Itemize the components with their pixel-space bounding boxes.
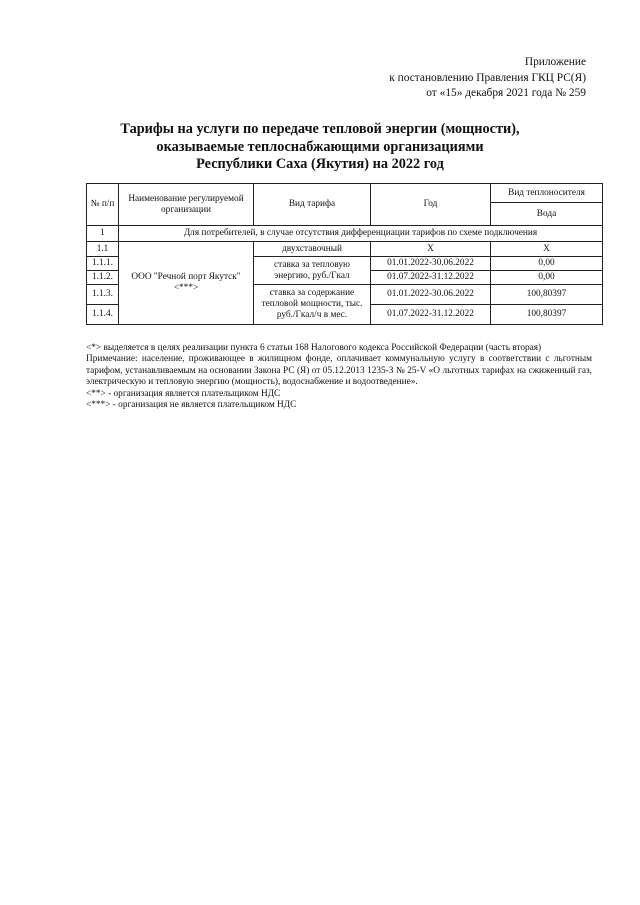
footnote-vat-payer: <**> - организация является плательщиком НДС	[86, 388, 281, 399]
period-cell: 01.07.2022-31.12.2022	[371, 305, 491, 325]
header-tariff-type: Вид тарифа	[254, 184, 371, 226]
value-cell: 100,80397	[491, 285, 603, 305]
value-cell: 0,00	[491, 271, 603, 285]
approval-line-3: от «15» декабря 2021 года № 259	[426, 87, 586, 99]
row-num: 1.1.1.	[87, 257, 119, 271]
org-name-cell: ООО "Речной порт Якутск"<***>	[119, 242, 254, 325]
section-num: 1	[87, 226, 119, 242]
document-title	[0, 121, 640, 174]
tariff-type-cell: двухставочный	[254, 242, 371, 257]
table-row	[87, 242, 603, 257]
row-num: 1.1.2.	[87, 271, 119, 285]
rate-capacity-cell: ставка за содержание тепловой мощности, тыс. руб./Гкал/ч в мес.	[254, 285, 371, 325]
period-cell: 01.01.2022-30.06.2022	[371, 285, 491, 305]
header-year: Год	[371, 184, 491, 226]
value-cell: 0,00	[491, 257, 603, 271]
title-line-2: оказываемые теплоснабжающими организациями	[156, 138, 484, 155]
value-cell: X	[491, 242, 603, 257]
header-num: № п/п	[87, 184, 119, 226]
section-text: Для потребителей, в случае отсутствия дифференциации тарифов по схеме подключения	[119, 226, 603, 242]
footnote-vat-allocation: <*> выделяется в целях реализации пункта 6 статьи 168 Налогового кодекса Российской Федерации (часть вторая)	[86, 343, 542, 353]
approval-line-1: Приложение	[524, 56, 586, 68]
tariffs-table	[86, 183, 603, 325]
rate-energy-cell: ставка за тепловую энергию, руб./Гкал	[254, 257, 371, 285]
row-num: 1.1.4.	[87, 305, 119, 325]
header-water: Вода	[491, 203, 603, 226]
period-cell: 01.07.2022-31.12.2022	[371, 271, 491, 285]
approval-header	[389, 55, 586, 102]
footnote-population-note: Примечание: население, проживающее в жилищном фонде, оплачивает коммунальную услугу в соответствии с льготным тарифом, устанавливаемым на основании Закона РС (Я) от 05.12.2013 1235-З № 25-V «О льготных тарифах на сжиженный газ, электрическую и тепловую энергию (мощность), водоснабжение и водоотведение».	[86, 354, 592, 388]
header-carrier: Вид теплоносителя	[491, 184, 603, 203]
row-num: 1.1.3.	[87, 285, 119, 305]
approval-line-2: к постановлению Правления ГКЦ РС(Я)	[389, 71, 586, 84]
header-org: Наименование регулируемой организации	[119, 184, 254, 226]
period-cell: X	[371, 242, 491, 257]
footnotes	[86, 343, 592, 411]
title-line-3: Республики Саха (Якутия) на 2022 год	[196, 156, 444, 172]
period-cell: 01.01.2022-30.06.2022	[371, 257, 491, 271]
row-num: 1.1	[87, 242, 119, 257]
value-cell: 100,80397	[491, 305, 603, 325]
footnote-not-vat-payer: <***> - организация не является плательщиком НДС	[86, 400, 297, 411]
title-line-1: Тарифы на услуги по передаче тепловой энергии (мощности),	[120, 121, 520, 137]
